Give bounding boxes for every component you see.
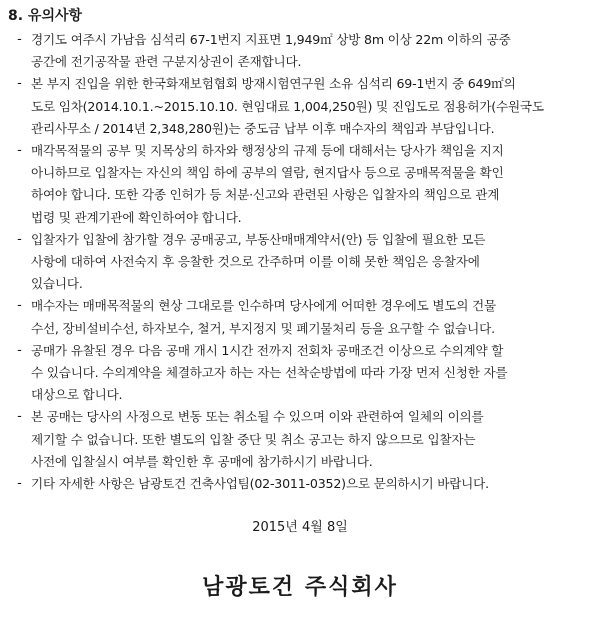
notice-item bbox=[8, 140, 596, 229]
bullet-dash: - bbox=[17, 409, 22, 425]
notice-item bbox=[8, 473, 596, 495]
bullet-dash: - bbox=[17, 298, 22, 314]
notice-line: 매각목적물의 공부 및 지목상의 하자와 행정상의 규제 등에 대해서는 당사가 책임을 지지 bbox=[31, 143, 504, 159]
notice-line: 아니하므로 입찰자는 자신의 책임 하에 공부의 열람, 현지답사 등으로 공매목적물을 확인 bbox=[31, 165, 504, 181]
company-name: 남광토건 주식회사 bbox=[202, 575, 398, 600]
bullet-dash: - bbox=[17, 76, 22, 92]
notice-line: 본 공매는 당사의 사정으로 변동 또는 취소될 수 있으며 이와 관련하여 일체의 이의를 bbox=[31, 409, 484, 425]
notice-line: 제기할 수 없습니다. 또한 별도의 입찰 중단 및 취소 공고는 하지 않으므로 입찰자는 bbox=[31, 431, 476, 447]
notice-line: 수 있습니다. 수의계약을 체결하고자 하는 자는 선착순방법에 따라 가장 먼저 신청한 자를 bbox=[31, 365, 508, 381]
bullet-dash: - bbox=[17, 476, 22, 492]
notice-line: 공간에 전기공작물 관련 구분지상권이 존재합니다. bbox=[31, 54, 302, 70]
notice-line: 도로 임차(2014.10.1.~2015.10.10. 현임대료 1,004,250원) 및 진입도로 점용허가(수원국도 bbox=[31, 98, 544, 114]
notice-line: 사항에 대하여 사전숙지 후 응찰한 것으로 간주하며 이를 이해 못한 책임은 응찰자에 bbox=[31, 254, 480, 270]
notice-line: 있습니다. bbox=[31, 276, 83, 292]
notice-line: 관리사무소 / 2014년 2,348,280원)는 중도금 납부 이후 매수자의 책임과 부담입니다. bbox=[31, 120, 495, 136]
bullet-dash: - bbox=[17, 32, 22, 47]
notice-line: 대상으로 합니다. bbox=[31, 387, 123, 403]
notice-line: 입찰자가 입찰에 참가할 경우 공매공고, 부동산매매계약서(안) 등 입찰에 필요한 모든 bbox=[31, 231, 486, 247]
section-heading: 8. 유의사항 bbox=[8, 8, 83, 24]
notice-item bbox=[8, 295, 596, 339]
notice-item bbox=[8, 406, 596, 473]
bullet-dash: - bbox=[17, 143, 22, 159]
bullet-dash: - bbox=[17, 231, 22, 247]
notice-list bbox=[8, 29, 596, 495]
notice-item bbox=[8, 340, 596, 407]
notice-line: 공매가 유찰된 경우 다음 공매 개시 1시간 전까지 전회차 공매조건 이상으로 수의계약 할 bbox=[31, 342, 504, 358]
notice-item bbox=[8, 73, 596, 140]
notice-line: 본 부지 진입을 위한 한국화재보험협회 방재시험연구원 소유 심석리 69-1번지 중 649㎡의 bbox=[31, 76, 516, 92]
notice-line: 매수자는 매매목적물의 현상 그대로를 인수하며 당사에게 어떠한 경우에도 별도의 건물 bbox=[31, 298, 496, 314]
notice-item bbox=[8, 229, 596, 296]
notice-line: 기타 자세한 사항은 남광토건 건축사업팀(02-3011-0352)으로 문의하시기 바랍니다. bbox=[31, 476, 489, 492]
notice-line: 경기도 여주시 가남읍 심석리 67-1번지 지표면 1,949㎡ 상방 8m 이상 22m 이하의 공중 bbox=[31, 32, 511, 47]
notice-line: 하여야 합니다. 또한 각종 인허가 등 처분·신고와 관련된 사항은 입찰자의 책임으로 관계 bbox=[31, 187, 500, 203]
bullet-dash: - bbox=[17, 342, 22, 358]
notice-line: 사전에 입찰실시 여부를 확인한 후 공매에 참가하시기 바랍니다. bbox=[31, 453, 373, 469]
notice-date: 2015년 4월 8일 bbox=[252, 520, 348, 535]
notice-line: 법령 및 관계기관에 확인하여야 합니다. bbox=[31, 209, 242, 225]
notice-item bbox=[8, 29, 596, 73]
notice-line: 수선, 장비설비수선, 하자보수, 철거, 부지정지 및 폐기물처리 등을 요구할 수 없습니다. bbox=[31, 320, 495, 336]
